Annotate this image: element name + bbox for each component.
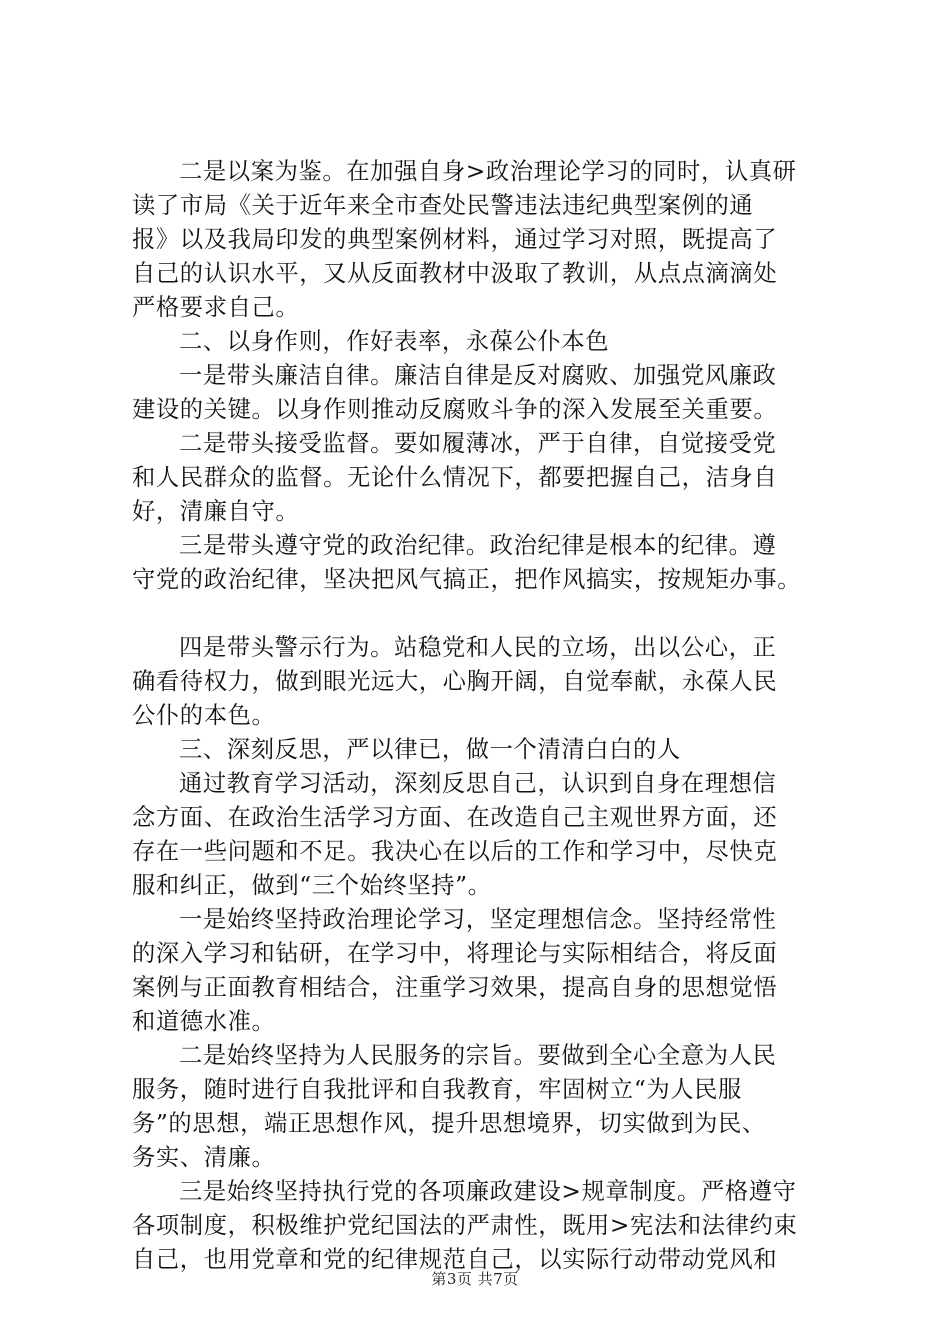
text-line: 服和纠正，做到“三个始终坚持”。 xyxy=(132,872,492,899)
text-line: 二是始终坚持为人民服务的宗旨。要做到全心全意为人民 xyxy=(179,1042,777,1069)
blank-line xyxy=(132,597,842,631)
text-line: 一是始终坚持政治理论学习，坚定理想信念。坚持经常性 xyxy=(179,906,777,933)
text-line: 通过教育学习活动，深刻反思自己，认识到自身在理想信 xyxy=(179,770,777,797)
text-line: 四是带头警示行为。站稳党和人民的立场，出以公心，正 xyxy=(179,634,777,661)
text-line: 的深入学习和钻研，在学习中，将理论与实际相结合，将反面 xyxy=(132,940,778,967)
text-line: 二是以案为鉴。在加强自身>政治理论学习的同时，认真研 xyxy=(179,158,797,185)
text-line: 确看待权力，做到眼光远大，心胸开阔，自觉奉献，永葆人民 xyxy=(132,668,778,695)
text-line: 建设的关键。以身作则推动反腐败斗争的深入发展至关重要。 xyxy=(132,396,778,423)
text-line: 读了市局《关于近年来全市查处民警违法违纪典型案例的通 xyxy=(132,192,754,219)
page-footer xyxy=(0,1268,950,1289)
text-line: 务”的思想，端正思想作风，提升思想境界，切实做到为民、 xyxy=(132,1110,766,1137)
text-line: 严格要求自己。 xyxy=(132,294,300,321)
document-body xyxy=(132,155,842,1277)
text-line: 存在一些问题和不足。我决心在以后的工作和学习中，尽快克 xyxy=(132,838,778,865)
text-line: 和道德水准。 xyxy=(132,1008,276,1035)
text-line: 公仆的本色。 xyxy=(132,702,276,729)
text-line: 服务，随时进行自我批评和自我教育，牢固树立“为人民服 xyxy=(132,1076,742,1103)
text-line: 念方面、在政治生活学习方面、在改造自己主观世界方面，还 xyxy=(132,804,778,831)
text-line: 三是始终坚持执行党的各项廉政建设>规章制度。严格遵守 xyxy=(179,1178,797,1205)
text-line: 案例与正面教育相结合，注重学习效果，提高自身的思想觉悟 xyxy=(132,974,778,1001)
text-line: 自己，也用党章和党的纪律规范自己，以实际行动带动党风和 xyxy=(132,1246,778,1273)
text-line: 好，清廉自守。 xyxy=(132,498,300,525)
text-line: 二、以身作则，作好表率，永葆公仆本色 xyxy=(179,328,610,355)
text-line: 三是带头遵守党的政治纪律。政治纪律是根本的纪律。遵 xyxy=(179,532,777,559)
text-line: 各项制度，积极维护党纪国法的严肃性，既用>宪法和法律约束 xyxy=(132,1212,798,1239)
text-line: 一是带头廉洁自律。廉洁自律是反对腐败、加强党风廉政 xyxy=(179,362,777,389)
text-line: 守党的政治纪律，坚决把风气搞正，把作风搞实，按规矩办事。 xyxy=(132,566,802,593)
text-line: 和人民群众的监督。无论什么情况下，都要把握自己，洁身自 xyxy=(132,464,778,491)
text-line: 自己的认识水平，又从反面教材中汲取了教训，从点点滴滴处 xyxy=(132,260,778,287)
text-line: 务实、清廉。 xyxy=(132,1144,276,1171)
text-line: 三、深刻反思，严以律已，做一个清清白白的人 xyxy=(179,736,681,763)
text-line: 二是带头接受监督。要如履薄冰，严于自律，自觉接受党 xyxy=(179,430,777,457)
text-line: 报》以及我局印发的典型案例材料，通过学习对照，既提高了 xyxy=(132,226,778,253)
page-number-label: 第3页 共7页 xyxy=(431,1270,519,1288)
